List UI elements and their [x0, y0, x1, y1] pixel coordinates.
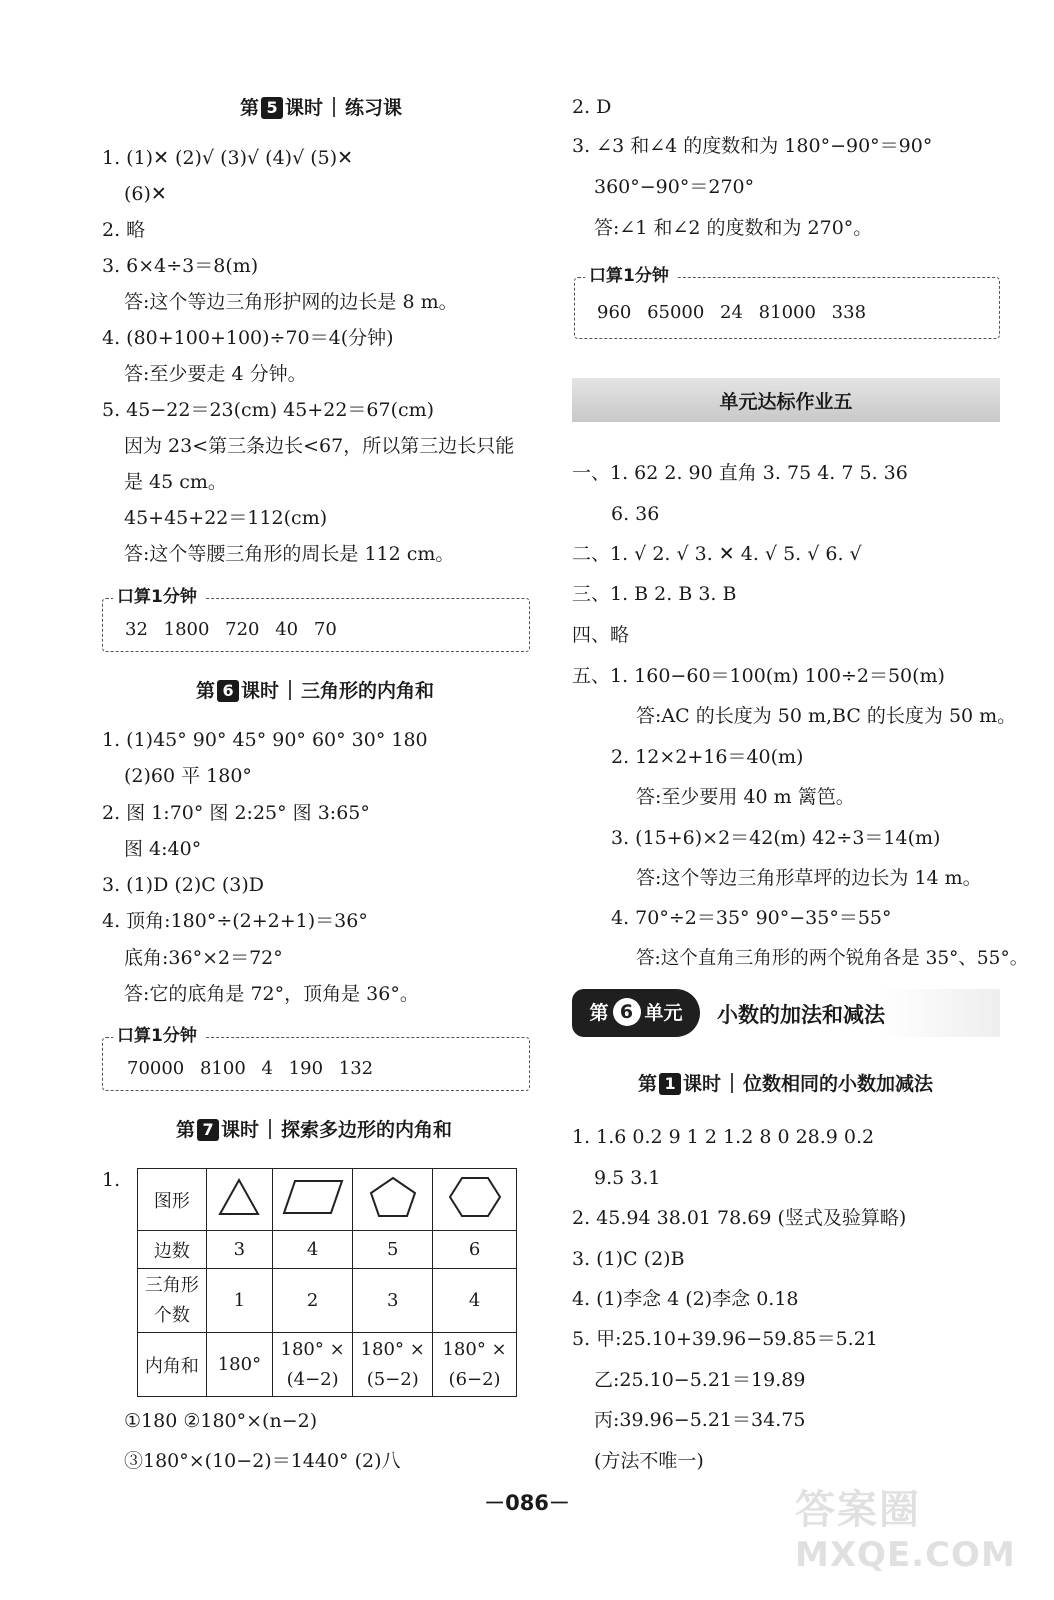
lesson-number-badge: 1 [659, 1073, 681, 1095]
unit-6-banner [572, 989, 1000, 1037]
answer-line: 4. (1)李念 4 (2)李念 0.18 [572, 1288, 799, 1310]
answer-line: 底角:36°×2＝72° [124, 947, 283, 969]
hexagon-shape [433, 1169, 517, 1231]
heading-prefix: 第 [240, 97, 260, 119]
triangle-shape [206, 1169, 272, 1231]
cell-line: (4−2) [286, 1368, 339, 1390]
table-cell: 3 [206, 1231, 272, 1269]
heading-suffix: 课时 [285, 97, 324, 119]
table-cell [353, 1333, 433, 1397]
answer-line: 1. (1)45° 90° 45° 90° 60° 30° 180 [102, 729, 428, 751]
mental-math-box [574, 266, 1000, 339]
question-label: 1. [102, 1169, 121, 1191]
answer-line: 因为 23<第三条边长<67，所以第三边长只能 [124, 435, 515, 457]
table-cell: 6 [433, 1231, 517, 1269]
answer-line: 3. 6×4÷3＝8(m) [102, 255, 259, 277]
table-header-cell: 图形 [138, 1169, 207, 1231]
answer-line: 4. 顶角:180°÷(2+2+1)＝36° [102, 910, 368, 932]
answer-line: 答:∠1 和∠2 的度数和为 270°。 [594, 217, 873, 239]
answer-line: 答:AC 的长度为 50 m,BC 的长度为 50 m。 [636, 705, 1017, 727]
heading-prefix: 第 [176, 1119, 196, 1141]
lesson-number-badge: 5 [261, 97, 283, 119]
answer-line: 5. 甲:25.10+39.96−59.85＝5.21 [572, 1328, 878, 1350]
table-cell: 4 [433, 1269, 517, 1333]
mental-math-box [102, 1026, 530, 1091]
header-line: 个数 [153, 1304, 190, 1326]
answer-line: 二、1. √ 2. √ 3. ✕ 4. √ 5. √ 6. √ [572, 543, 862, 565]
unit-number-badge: 6 [613, 998, 641, 1026]
answer-line: 4. 70°÷2＝35° 90°−35°＝55° [611, 907, 892, 929]
lesson-title: 练习课 [345, 97, 403, 119]
answer-line: 4. (80+100+100)÷70＝4(分钟) [102, 327, 394, 349]
mental-math-box [102, 587, 530, 652]
table-cell [433, 1333, 517, 1397]
divider [289, 680, 291, 700]
table-header-cell [138, 1269, 207, 1333]
answer-line: 3. ∠3 和∠4 的度数和为 180°−90°＝90° [572, 135, 933, 157]
heading-suffix: 课时 [221, 1119, 260, 1141]
watermark-logo: 答案圈 MXQE.COM [795, 1487, 1016, 1575]
answer-line: 2. D [572, 96, 612, 118]
lesson-title: 三角形的内角和 [301, 680, 435, 702]
answer-line: 45+45+22＝112(cm) [124, 507, 328, 529]
lesson-number-badge: 7 [197, 1119, 219, 1141]
box-values: 70000 8100 4 190 132 [127, 1058, 374, 1079]
answer-line: 2. 12×2+16＝40(m) [611, 746, 804, 768]
answer-line: 答:这个直角三角形的两个锐角各是 35°、55°。 [636, 948, 1029, 969]
answer-line: 四、略 [572, 624, 630, 646]
unit-suffix: 单元 [644, 1002, 683, 1024]
cell-line: (5−2) [366, 1368, 419, 1390]
lesson-1-heading [638, 1071, 933, 1097]
answer-line: 360°−90°＝270° [594, 176, 755, 198]
heading-suffix: 课时 [241, 680, 280, 702]
box-values: 960 65000 24 81000 338 [597, 302, 867, 323]
lesson-title: 位数相同的小数加减法 [743, 1073, 934, 1095]
answer-line: 答:它的底角是 72°，顶角是 36°。 [124, 983, 419, 1005]
answer-line: 3. (15+6)×2＝42(m) 42÷3＝14(m) [611, 827, 941, 849]
lesson-title: 探索多边形的内角和 [281, 1119, 453, 1141]
parallelogram-shape [272, 1169, 352, 1231]
answer-line: 9.5 3.1 [594, 1167, 661, 1189]
divider [269, 1119, 271, 1139]
box-title: 口算1分钟 [113, 585, 205, 609]
unit-pill [572, 989, 700, 1037]
answer-line: 3. (1)D (2)C (3)D [102, 874, 264, 896]
answer-line: 2. 略 [102, 219, 146, 241]
divider [333, 97, 335, 117]
lesson-5-heading [240, 95, 402, 121]
lesson-6-heading [196, 678, 434, 704]
heading-prefix: 第 [638, 1073, 658, 1095]
answer-line: 图 4:40° [124, 838, 202, 860]
cell-line: 180° × [442, 1338, 507, 1360]
divider [731, 1073, 733, 1093]
answer-line: 五、1. 160−60＝100(m) 100÷2＝50(m) [572, 665, 945, 687]
answer-line: 乙:25.10−5.21＝19.89 [594, 1369, 806, 1391]
table-cell: 5 [353, 1231, 433, 1269]
unit-title: 小数的加法和减法 [717, 1003, 885, 1027]
answer-line: 3. (1)C (2)B [572, 1248, 685, 1270]
header-line: 三角形 [144, 1274, 199, 1296]
cell-line: 180° × [360, 1338, 425, 1360]
answer-line: (6)✕ [124, 183, 167, 205]
box-values: 32 1800 720 40 70 [125, 619, 337, 640]
table-cell: 180° [206, 1333, 272, 1397]
pentagon-shape [353, 1169, 433, 1231]
banner-title: 单元达标作业五 [719, 391, 853, 413]
answer-line: ③180°×(10−2)＝1440° (2)八 [124, 1450, 401, 1472]
answer-line: (方法不唯一) [594, 1450, 704, 1472]
lesson-7-heading [176, 1117, 452, 1143]
table-cell: 1 [206, 1269, 272, 1333]
cell-line: (6−2) [448, 1368, 501, 1390]
answer-line: ①180 ②180°×(n−2) [124, 1410, 318, 1432]
table-cell: 3 [353, 1269, 433, 1333]
table-cell: 4 [272, 1231, 352, 1269]
answer-line: 一、1. 62 2. 90 直角 3. 75 4. 7 5. 36 [572, 462, 908, 484]
box-title: 口算1分钟 [113, 1024, 205, 1048]
answer-line: 三、1. B 2. B 3. B [572, 583, 737, 605]
answer-line: 丙:39.96−5.21＝34.75 [594, 1409, 806, 1431]
heading-suffix: 课时 [683, 1073, 722, 1095]
table-header-cell: 边数 [138, 1231, 207, 1269]
answer-line: 答:至少要用 40 m 篱笆。 [636, 786, 855, 808]
box-title: 口算1分钟 [585, 264, 677, 288]
answer-line: 是 45 cm。 [124, 471, 227, 493]
answer-line: 1. (1)✕ (2)√ (3)√ (4)√ (5)✕ [102, 147, 354, 169]
answer-line: 2. 图 1:70° 图 2:25° 图 3:65° [102, 802, 370, 824]
answer-line: 5. 45−22＝23(cm) 45+22＝67(cm) [102, 399, 435, 421]
answer-line: 答:这个等边三角形草坪的边长为 14 m。 [636, 867, 982, 889]
answer-line: 答:至少要走 4 分钟。 [124, 363, 307, 385]
table-cell [272, 1333, 352, 1397]
answer-line: 答:这个等腰三角形的周长是 112 cm。 [124, 543, 455, 565]
answer-line: (2)60 平 180° [124, 765, 252, 787]
page-number: －086－ [484, 1491, 570, 1515]
lesson-number-badge: 6 [217, 680, 239, 702]
answer-line: 1. 1.6 0.2 9 1 2 1.2 8 0 28.9 0.2 [572, 1126, 875, 1148]
answer-line: 答:这个等边三角形护网的边长是 8 m。 [124, 291, 458, 313]
polygon-table [137, 1168, 517, 1397]
unit-homework-banner [572, 378, 1000, 422]
unit-prefix: 第 [589, 1002, 609, 1024]
answer-line: 6. 36 [611, 503, 660, 525]
answer-line: 2. 45.94 38.01 78.69 (竖式及验算略) [572, 1207, 907, 1229]
heading-prefix: 第 [196, 680, 216, 702]
table-header-cell: 内角和 [138, 1333, 207, 1397]
table-cell: 2 [272, 1269, 352, 1333]
cell-line: 180° × [280, 1338, 345, 1360]
